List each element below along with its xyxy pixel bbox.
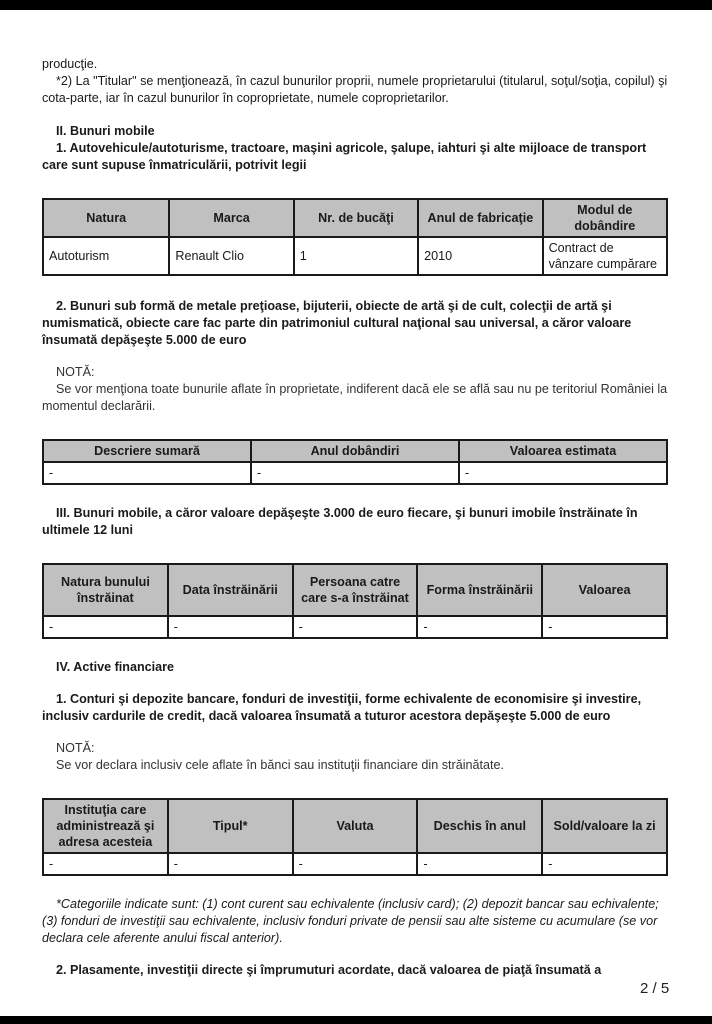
top-bar [0,0,712,10]
col-header: Valoarea estimata [459,440,667,462]
cell: 1 [294,237,418,275]
col-header: Anul dobândiri [251,440,459,462]
cell: Autoturism [43,237,169,275]
section-4-sub1: 1. Conturi şi depozite bancare, fonduri de investiţii, forme echivalente de economisire şi investire, inclusiv cardurile de credit, dacă valoarea însumată a tuturor acestora depăşeşte 5.000 de euro [42,692,642,723]
table-row [43,237,667,275]
col-header: Nr. de bucăţi [294,199,418,237]
col-header: Sold/valoare la zi [542,799,667,853]
col-header: Instituţia care administrează şi adresa acesteia [43,799,168,853]
note-label: NOTĂ: [56,741,95,755]
footnote-titular: *2) La "Titular" se menţionează, în cazul bunurilor proprii, numele proprietarului (titularul, soţul/soţia, copilul) şi cota-parte, iar în cazul bunurilor în coproprietate, numele coproprietarilor. [42,74,668,105]
section-2-sub1: 1. Autovehicule/autoturisme, tractoare, maşini agricole, şalupe, iahturi şi alte mijloace de transport care sunt supuse înmatriculării, potrivit legii [42,141,647,172]
col-header: Valoarea [542,564,667,616]
section-4-sub2: 2. Plasamente, investiţii directe şi împrumuturi acordate, dacă valoarea de piaţă însumată a [56,963,602,977]
col-header: Descriere sumară [43,440,251,462]
bank-accounts-table [42,798,668,876]
note-label: NOTĂ: [56,365,95,379]
cell: - [542,616,667,638]
cell: - [459,462,667,484]
cell: 2010 [418,237,542,275]
bottom-bar [0,1016,712,1024]
section-3-title: III. Bunuri mobile, a căror valoare depăşeşte 3.000 de euro fiecare, şi bunuri imobile înstrăinate în ultimele 12 luni [42,506,638,537]
cell: - [417,616,542,638]
col-header: Natura [43,199,169,237]
cell: - [168,616,293,638]
col-header: Data înstrăinării [168,564,293,616]
col-header: Anul de fabricaţie [418,199,542,237]
cell: Renault Clio [169,237,293,275]
col-header: Natura bunului înstrăinat [43,564,168,616]
cell: - [43,616,168,638]
col-header: Modul de dobândire [543,199,667,237]
cell: - [43,853,168,875]
note-text: Se vor menţiona toate bunurile aflate în proprietate, indiferent dacă ele se află sau nu pe teritoriul României la momentul declarării. [42,382,668,413]
cell: - [43,462,251,484]
section-4-title: IV. Active financiare [56,660,175,674]
cell: - [251,462,459,484]
table-row [43,462,667,484]
cell: - [168,853,293,875]
document-page [42,56,670,979]
note-text: Se vor declara inclusiv cele aflate în bănci sau instituţii financiare din străinătate. [56,758,505,772]
col-header: Valuta [293,799,418,853]
page-indicator: 2 / 5 [640,980,670,997]
valuables-table [42,439,668,485]
section-2-title: II. Bunuri mobile [56,124,155,138]
alienated-assets-table [42,563,668,639]
categories-footnote: *Categoriile indicate sunt: (1) cont curent sau echivalente (inclusiv card); (2) depozit bancar sau echivalente; (3) fonduri de investiţii sau echivalente, inclusiv fonduri private de pensii sau alte sisteme cu acumulare (se vor declara cele aferente anului fiscal anterior). [42,897,659,945]
vehicles-table [42,198,668,276]
cell: Contract de vânzare cumpărare [543,237,667,275]
table-row [43,616,667,638]
col-header: Tipul* [168,799,293,853]
table-row [43,853,667,875]
cell: - [293,616,418,638]
section-2-sub2: 2. Bunuri sub formă de metale preţioase, bijuterii, obiecte de artă şi de cult, colecţii de artă şi numismatică, obiecte care fac parte din patrimoniul cultural naţional sau universal, a căror valoare însumată depăşeşte 5.000 de euro [42,299,632,347]
cell: - [542,853,667,875]
intro-line: producţie. [42,57,98,71]
col-header: Forma înstrăinării [417,564,542,616]
col-header: Marca [169,199,293,237]
cell: - [417,853,542,875]
cell: - [293,853,418,875]
col-header: Deschis în anul [417,799,542,853]
col-header: Persoana catre care s-a înstrăinat [293,564,418,616]
